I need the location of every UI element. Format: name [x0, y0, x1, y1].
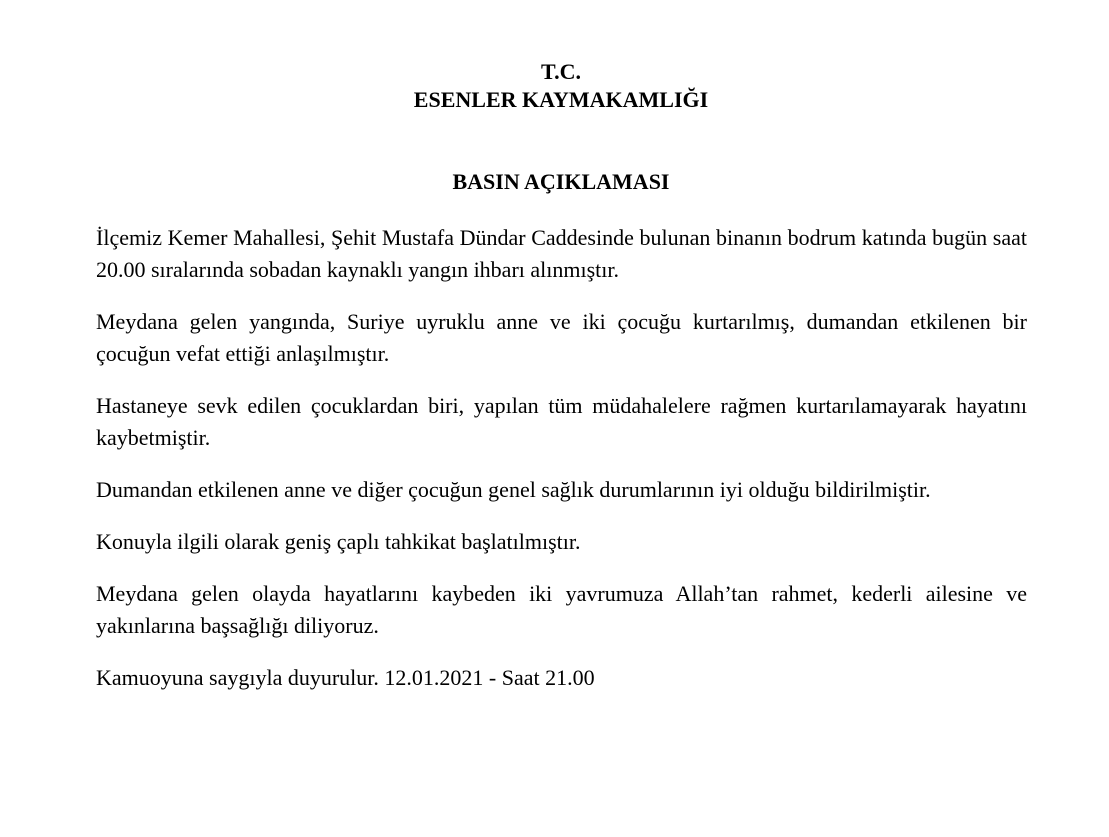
paragraph-condolence: Meydana gelen olayda hayatlarını kaybeden iki yavrumuza Allah’tan rahmet, kederli ailesine ve yakınlarına başsağlığı diliyoruz. [96, 581, 1027, 638]
document-title: BASIN AÇIKLAMASI [452, 169, 670, 194]
paragraph-announcement-date: Kamuoyuna saygıyla duyurulur. 12.01.2021 - Saat 21.00 [96, 665, 595, 690]
header-line-institution: ESENLER KAYMAKAMLIĞI [413, 87, 709, 112]
paragraph-hospital: Hastaneye sevk edilen çocuklardan biri, yapılan tüm müdahalelere rağmen kurtarılamayarak hayatını kaybetmiştir. [96, 393, 1027, 450]
header-line-tc: T.C. [541, 59, 581, 84]
paragraph-incident-report: İlçemiz Kemer Mahallesi, Şehit Mustafa Dündar Caddesinde bulunan binanın bodrum katında bugün saat 20.00 sıralarında sobadan kaynaklı yangın ihbarı alınmıştır. [96, 225, 1027, 282]
document-header [0, 58, 1109, 114]
paragraph-health-status: Dumandan etkilenen anne ve diğer çocuğun genel sağlık durumlarının iyi olduğu bildirilmiştir. [96, 477, 931, 502]
paragraph-investigation: Konuyla ilgili olarak geniş çaplı tahkikat başlatılmıştır. [96, 529, 581, 554]
paragraph-rescue: Meydana gelen yangında, Suriye uyruklu anne ve iki çocuğu kurtarılmış, dumandan etkilenen bir çocuğun vefat ettiği anlaşılmıştır. [96, 309, 1027, 366]
document-body [96, 222, 1027, 714]
